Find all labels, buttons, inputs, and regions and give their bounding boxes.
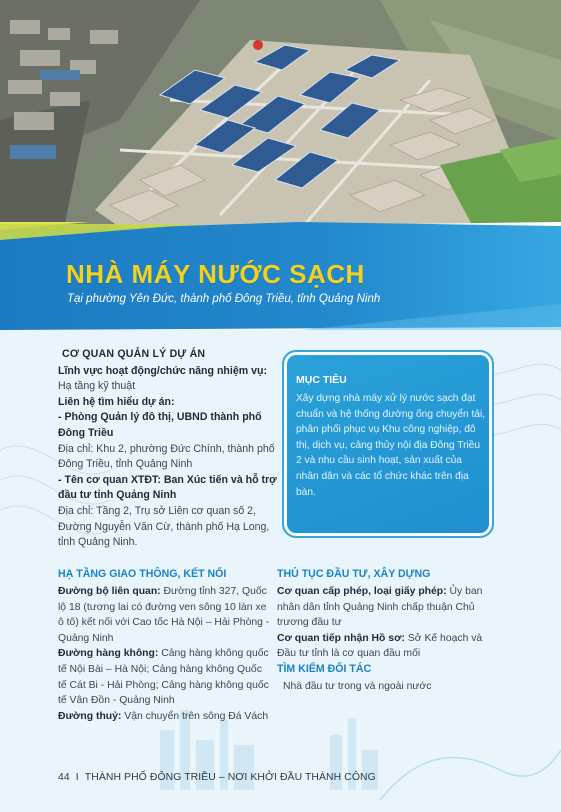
receive-label: Cơ quan tiếp nhận Hồ sơ: [277,632,405,644]
contact-label: Liên hệ tìm hiểu dự án: [58,395,175,408]
road-label: Đường bộ liên quan: [58,586,161,597]
page-footer [58,772,376,783]
page-subtitle: Tại phường Yên Đức, thành phố Đông Triều, tỉnh Quảng Ninh [67,293,381,305]
procedures-heading: THỦ TỤC ĐẦU TƯ, XÂY DỰNG [277,568,431,580]
agency-heading: CƠ QUAN QUẢN LÝ DỰ ÁN [62,348,206,360]
footer-separator: I [75,772,79,783]
water-value: Vận chuyển trên sông Đá Vách [124,710,269,722]
air-value: Cảng hàng không quốc tế Nội Bài – Hà Nội; Cảng hàng không Quốc tế Cát Bi - Hải Phòng; Cảng hàng không quốc tế Vân Đồn - Quảng Ninh [58,648,269,707]
contact1-name: - Phòng Quản lý đô thị, UBND thành phố Đông Triều [58,411,262,439]
water-label: Đường thuỷ: [58,710,122,722]
hero-aerial-image [0,0,561,248]
page-number: 44 [58,772,70,783]
sector-value: Hạ tầng kỹ thuật [58,380,136,393]
partners-text: Nhà đầu tư trong và ngoài nước [283,681,432,692]
procedures-section [277,584,499,662]
road-value: Đường tỉnh 327, Quốc lộ 18 (tương lai có đường ven sông 10 làn xe ô tô) kết nối với Cao tốc Hà Nội – Hải Phòng - Quảng Ninh [58,586,270,644]
contact2-name: - Tên cơ quan XTĐT: Ban Xúc tiến và hỗ trợ đầu tư tỉnh Quảng Ninh [58,473,277,502]
permit-value: Ủy ban nhân dân tỉnh Quảng Ninh chấp thuận Chủ trương đầu tư [277,586,483,629]
contact1-address: Địa chỉ: Khu 2, phường Đức Chính, thành phố Đông Triều, tỉnh Quảng Ninh [58,442,275,471]
aerial-factory-illustration [0,0,561,248]
objective-text: Xây dựng nhà máy xử lý nước sạch đạt chuẩn và hệ thống đường ống chuyển tải, phân phối phục vụ Khu công nghiệp, đô thị, dịch vụ, cảng thủy nội địa Đông Triều 2 và nhu cầu sinh hoạt, sản xuất của nhân dân và các tổ chức khác trên địa bàn. [296,393,486,498]
permit-label: Cơ quan cấp phép, loại giấy phép: [277,586,447,597]
page-title: NHÀ MÁY NƯỚC SẠCH [66,259,365,289]
sector-label: Lĩnh vực hoạt động/chức năng nhiệm vụ: [58,364,267,377]
infrastructure-section [58,584,270,724]
objective-box [282,350,494,538]
objective-label: MỤC TIÊU [296,374,347,386]
management-agency-section [58,347,280,551]
receive-value: Sở Kế hoạch và Đầu tư tỉnh là cơ quan đầu mối [277,632,483,660]
air-label: Đường hàng không: [58,648,159,660]
partners-heading: TÌM KIẾM ĐỐI TÁC [277,663,372,675]
footer-text: THÀNH PHỐ ĐÔNG TRIỀU – NƠI KHỞI ĐẦU THÀNH CÔNG [84,772,376,783]
infrastructure-heading: HẠ TẦNG GIAO THÔNG, KẾT NỐI [58,568,227,580]
contact2-address: Địa chỉ: Tầng 2, Trụ sở Liên cơ quan số 2, Đường Nguyễn Văn Cừ, thành phố Hạ Long, tỉnh Quảng Ninh. [58,504,270,549]
